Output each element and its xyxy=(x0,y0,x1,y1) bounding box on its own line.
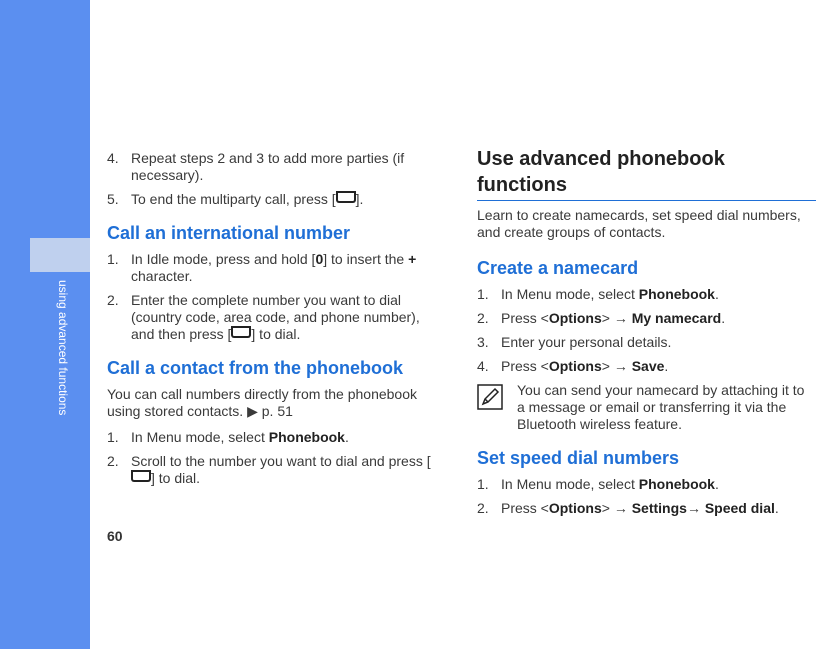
namecard-step-2: 2. Press <Options> → My namecard. xyxy=(477,310,726,326)
namecard-step-4: 4. Press <Options> → Save. xyxy=(477,358,669,374)
namecard-step-3: 3. Enter your personal details. xyxy=(477,334,672,350)
chapter-label: using advanced functions xyxy=(56,280,70,416)
note-text: You can send your namecard by attaching it to a message or email or transferring it via the Bluetooth wireless feature. xyxy=(517,382,805,432)
section-title: Use advanced phonebook functions xyxy=(477,146,816,201)
right-column xyxy=(477,146,816,524)
heading-speed-dial: Set speed dial numbers xyxy=(477,448,680,468)
namecard-step-1: 1. In Menu mode, select Phonebook. xyxy=(477,286,719,302)
note-box xyxy=(477,382,816,433)
end-call-key-icon xyxy=(131,472,151,482)
chapter-sidebar xyxy=(0,0,90,649)
step-4-repeat: 4. Repeat steps 2 and 3 to add more parties (if necessary). xyxy=(107,150,405,183)
end-call-key-icon xyxy=(336,193,356,203)
note-pencil-icon xyxy=(477,384,503,410)
heading-phonebook-call: Call a contact from the phonebook xyxy=(107,358,404,378)
end-call-key-icon xyxy=(231,328,251,338)
page-number: 60 xyxy=(107,528,123,544)
intl-step-2: 2. Enter the complete number you want to dial (country code, area code, and phone number), and then press [ ] to dial. xyxy=(107,292,420,342)
heading-namecard: Create a namecard xyxy=(477,258,639,278)
chapter-tab xyxy=(30,238,90,272)
page-ref-arrow-icon: ▶ xyxy=(247,403,258,419)
heading-international: Call an international number xyxy=(107,223,351,243)
step-5-end-call: 5. To end the multiparty call, press [ ]. xyxy=(107,191,364,207)
speed-step-1: 1. In Menu mode, select Phonebook. xyxy=(477,476,719,492)
section-intro: Learn to create namecards, set speed dial numbers, and create groups of contacts. xyxy=(477,207,801,240)
intl-step-1: 1. In Idle mode, press and hold [0] to insert the + character. xyxy=(107,251,417,284)
contact-step-1: 1. In Menu mode, select Phonebook. xyxy=(107,429,349,445)
contact-step-2: 2. Scroll to the number you want to dial and press [] to dial. xyxy=(107,453,431,486)
speed-step-2: 2. Press <Options> → Settings→ Speed dial. xyxy=(477,500,779,516)
phonebook-intro: You can call numbers directly from the phonebook using stored contacts. ▶ p. 51 xyxy=(107,386,417,419)
left-column xyxy=(107,150,442,494)
